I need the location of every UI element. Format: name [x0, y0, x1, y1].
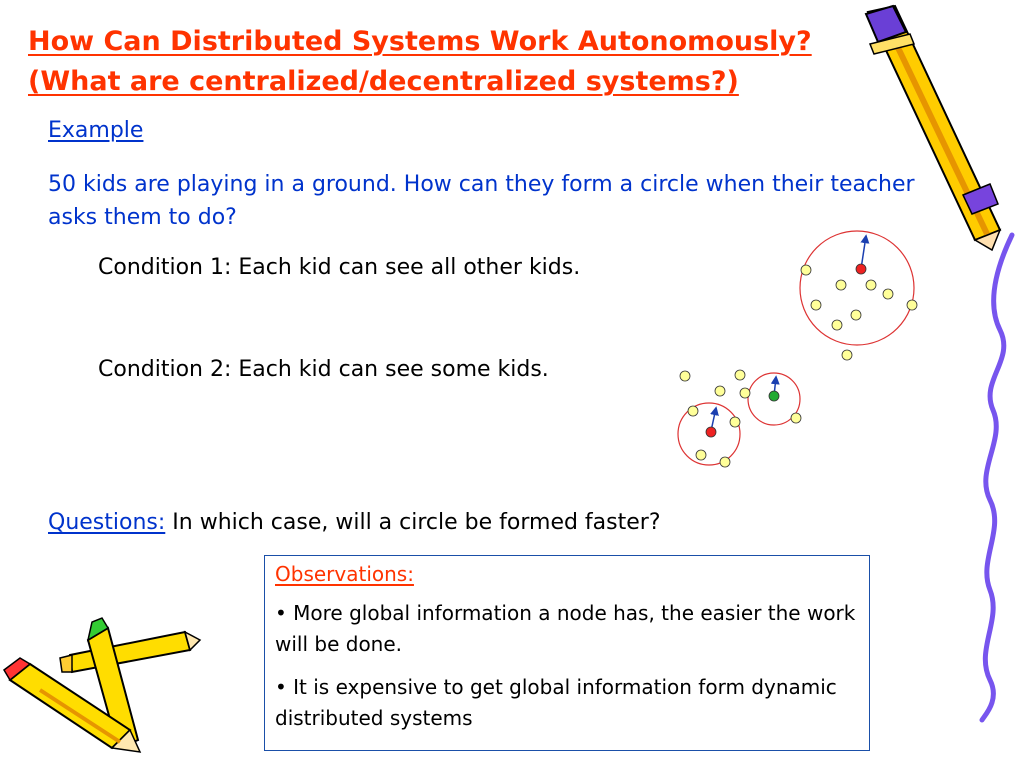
kid-node: [836, 280, 846, 290]
kid-node: [740, 388, 750, 398]
observation-item-1: • More global information a node has, the easier the work will be done.: [275, 601, 856, 656]
title-line-2: (What are centralized/decentralized systems?): [28, 66, 739, 97]
condition-2: Condition 2: Each kid can see some kids.: [98, 357, 549, 382]
observation-item-2: • It is expensive to get global information form dynamic distributed systems: [275, 675, 837, 730]
condition-1: Condition 1: Each kid can see all other kids.: [98, 255, 581, 280]
kid-node: [851, 310, 861, 320]
squiggle-line: [982, 235, 1012, 720]
observations-title: Observations:: [275, 562, 414, 586]
kid-node: [811, 300, 821, 310]
kid-node: [883, 289, 893, 299]
kid-node: [832, 320, 842, 330]
kid-node: [907, 300, 917, 310]
leader-node-red: [856, 264, 866, 274]
kid-node: [801, 265, 811, 275]
questions-text: In which case, will a circle be formed faster?: [172, 510, 661, 535]
pencil-icon: [866, 6, 1000, 250]
kid-node: [696, 450, 706, 460]
kid-node: [735, 370, 745, 380]
decentralized-diagram: [678, 370, 801, 467]
kid-node-red: [706, 427, 716, 437]
questions-label: Questions:: [48, 510, 166, 535]
kid-node: [842, 350, 852, 360]
centralized-diagram: [800, 231, 917, 360]
centralized-circle: [800, 231, 914, 345]
kid-node: [866, 280, 876, 290]
intro-text: 50 kids are playing in a ground. How can they form a circle when their teacher asks them to do?: [48, 172, 915, 230]
kid-node: [715, 386, 725, 396]
kid-node: [720, 457, 730, 467]
kid-node: [688, 406, 698, 416]
kid-node: [791, 413, 801, 423]
kid-node: [730, 417, 740, 427]
kid-node-green: [769, 391, 779, 401]
crayon-cluster-icon: [4, 618, 200, 752]
example-label: Example: [48, 118, 144, 143]
title-line-1: How Can Distributed Systems Work Autonomously?: [28, 26, 812, 57]
kid-node: [680, 371, 690, 381]
